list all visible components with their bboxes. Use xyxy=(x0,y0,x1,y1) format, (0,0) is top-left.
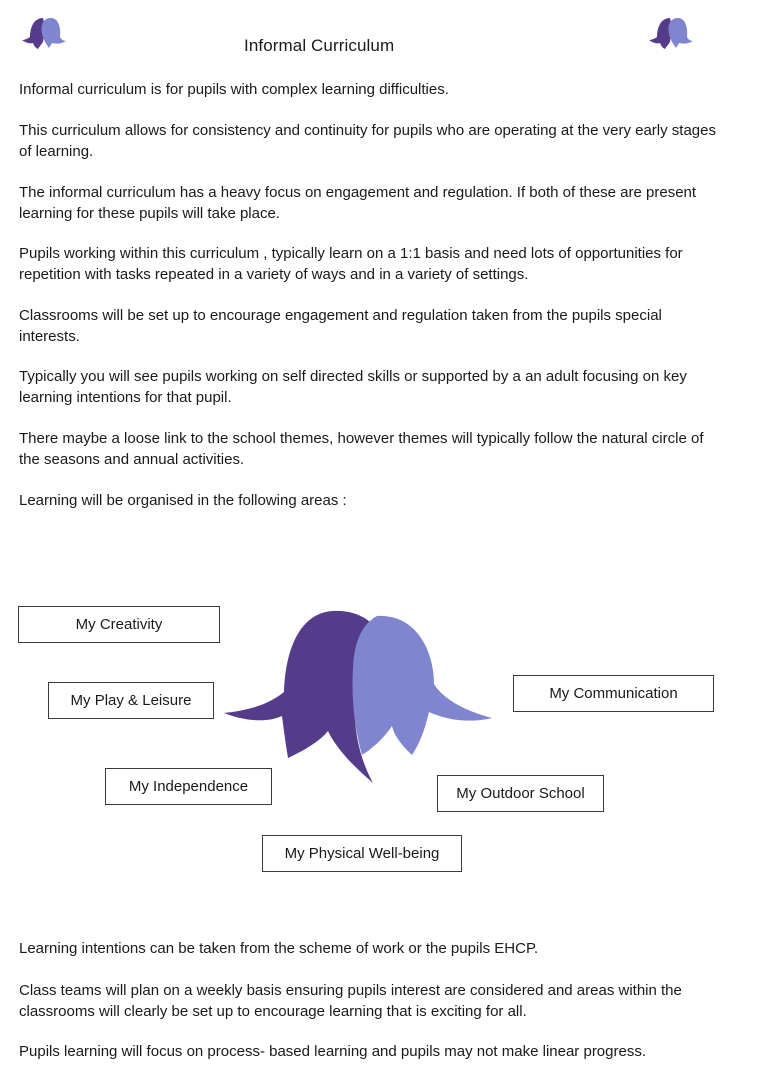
bluebell-logo-icon xyxy=(648,15,700,51)
area-my-independence: My Independence xyxy=(105,768,272,805)
page-title: Informal Curriculum xyxy=(244,36,395,55)
class-teams-paragraph: Class teams will plan on a weekly basis ensuring pupils interest are considered and areas within the classrooms will clearly be set up to encourage learning that is exciting for all. xyxy=(19,982,682,1020)
self-directed-paragraph: Typically you will see pupils working on self directed skills or supported by a an adult focusing on key learning intentions for that pupil. xyxy=(19,368,687,406)
bluebell-logo-icon xyxy=(21,15,73,51)
areas-intro-paragraph: Learning will be organised in the following areas : xyxy=(19,492,347,509)
area-my-creativity: My Creativity xyxy=(18,606,220,643)
area-my-play-leisure: My Play & Leisure xyxy=(48,682,214,719)
learning-intentions-paragraph: Learning intentions can be taken from the scheme of work or the pupils EHCP. xyxy=(19,940,539,957)
process-learning-paragraph: Pupils learning will focus on process- based learning and pupils may not make linear progress. xyxy=(19,1043,646,1060)
themes-paragraph: There maybe a loose link to the school themes, however themes will typically follow the natural circle of the seasons and annual activities. xyxy=(19,430,704,468)
area-my-outdoor-school: My Outdoor School xyxy=(437,775,604,812)
consistency-paragraph: This curriculum allows for consistency and continuity for pupils who are operating at the very early stages of learning. xyxy=(19,122,716,160)
intro-paragraph: Informal curriculum is for pupils with complex learning difficulties. xyxy=(19,81,449,98)
classrooms-paragraph: Classrooms will be set up to encourage engagement and regulation taken from the pupils special interests. xyxy=(19,307,662,345)
area-my-communication: My Communication xyxy=(513,675,714,712)
learning-basis-paragraph: Pupils working within this curriculum , typically learn on a 1:1 basis and need lots of opportunities for repetition with tasks repeated in a variety of ways and in a variety of settings. xyxy=(19,245,683,283)
focus-paragraph: The informal curriculum has a heavy focus on engagement and regulation. If both of these are present learning for these pupils will take place. xyxy=(19,184,697,222)
bluebell-flower-icon xyxy=(222,600,494,789)
area-my-physical-well-being: My Physical Well-being xyxy=(262,835,462,872)
